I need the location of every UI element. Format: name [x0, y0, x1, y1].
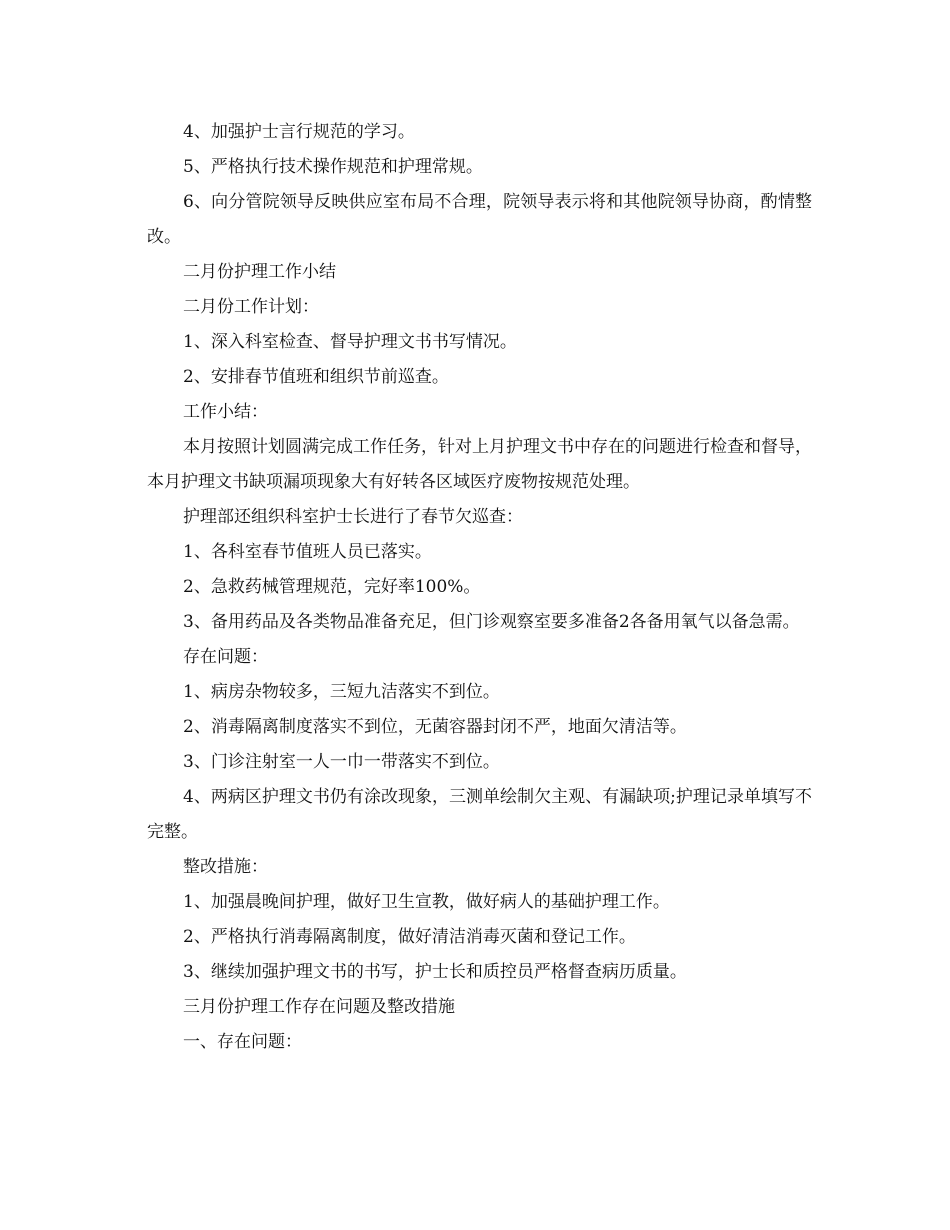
paragraph: 3、备用药品及各类物品准备充足，但门诊观察室要多准备2各备用氧气以备急需。	[183, 612, 800, 632]
paragraph: 1、深入科室检查、督导护理文书书写情况。	[183, 332, 517, 352]
paragraph: 6、向分管院领导反映供应室布局不合理，院领导表示将和其他院领导协商，酌情整改。	[147, 192, 812, 247]
paragraph: 4、加强护士言行规范的学习。	[183, 122, 415, 142]
paragraph: 2、严格执行消毒隔离制度，做好清洁消毒灭菌和登记工作。	[183, 927, 636, 947]
document-body	[147, 115, 812, 1060]
subheading: 工作小结：	[183, 402, 268, 422]
subheading: 一、存在问题：	[183, 1032, 302, 1052]
paragraph: 护理部还组织科室护士长进行了春节欠巡查：	[183, 507, 523, 527]
paragraph: 1、各科室春节值班人员已落实。	[183, 542, 432, 562]
subheading: 二月份工作计划：	[183, 297, 319, 317]
paragraph: 本月按照计划圆满完成工作任务，针对上月护理文书中存在的问题进行检查和督导，本月护理文书缺项漏项现象大有好转各区域医疗废物按规范处理。	[147, 437, 812, 492]
paragraph: 4、两病区护理文书仍有涂改现象，三测单绘制欠主观、有漏缺项;护理记录单填写不完整。	[147, 787, 812, 842]
paragraph: 5、严格执行技术操作规范和护理常规。	[183, 157, 483, 177]
paragraph: 2、消毒隔离制度落实不到位，无菌容器封闭不严，地面欠清洁等。	[183, 717, 687, 737]
section-heading: 二月份护理工作小结	[183, 262, 336, 282]
paragraph: 2、安排春节值班和组织节前巡查。	[183, 367, 449, 387]
paragraph: 3、继续加强护理文书的书写，护士长和质控员严格督查病历质量。	[183, 962, 687, 982]
paragraph: 1、病房杂物较多，三短九洁落实不到位。	[183, 682, 500, 702]
paragraph: 3、门诊注射室一人一巾一带落实不到位。	[183, 752, 500, 772]
paragraph: 1、加强晨晚间护理，做好卫生宣教，做好病人的基础护理工作。	[183, 892, 670, 912]
subheading: 整改措施：	[183, 857, 268, 877]
subheading: 存在问题：	[183, 647, 268, 667]
paragraph: 2、急救药械管理规范，完好率100%。	[183, 577, 481, 597]
section-heading: 三月份护理工作存在问题及整改措施	[183, 997, 455, 1017]
